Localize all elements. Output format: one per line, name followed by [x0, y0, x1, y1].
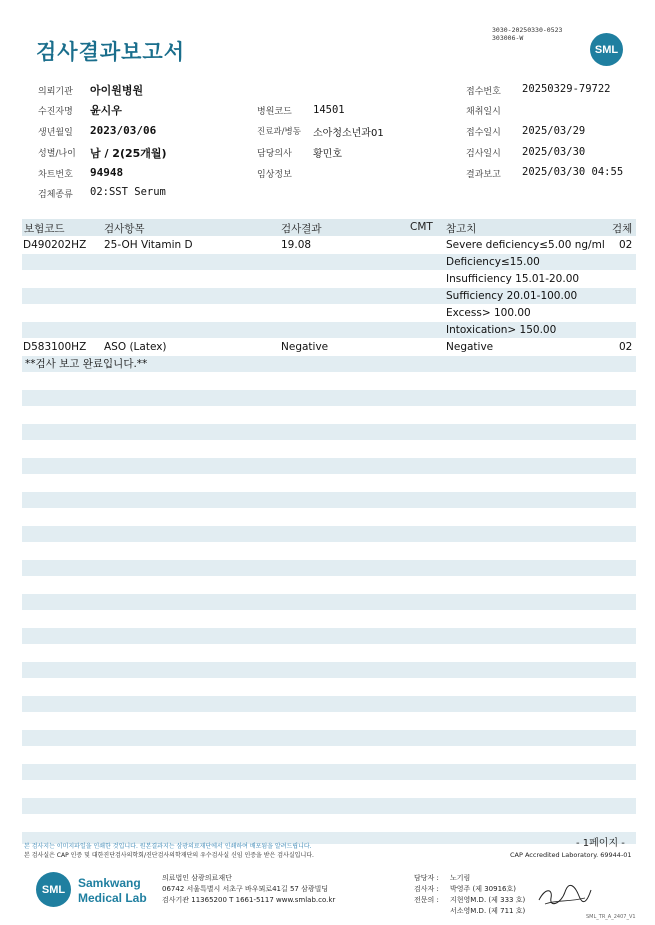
staff-tester-label: 검사자 : [414, 885, 439, 893]
row-reference-line: Deficiency≤15.00 [446, 256, 540, 268]
result-date-label: 결과보고 [466, 170, 501, 180]
stripe [22, 628, 636, 644]
receipt-no-label: 접수번호 [466, 87, 501, 97]
row-result: Negative [281, 341, 329, 353]
staff-specialist1: 지현영M.D. (제 333 호) [450, 896, 526, 904]
brand-line2: Medical Lab [78, 891, 147, 905]
cap-accreditation: CAP Accredited Laboratory. 69944-01 [510, 851, 632, 859]
signature-image [535, 880, 595, 910]
birth-label: 생년월일 [38, 128, 73, 138]
report-title: 검사결과보고서 [36, 40, 186, 64]
hospital-code-label: 병원코드 [257, 107, 292, 117]
stripe [22, 594, 636, 610]
row-item: ASO (Latex) [104, 341, 167, 353]
test-date-label: 검사일시 [466, 149, 501, 159]
completion-note: **검사 보고 완료입니다.** [25, 358, 148, 370]
sex-age-value: 남 / 2(25개월) [90, 147, 167, 160]
page-number: - 1페이지 - [576, 838, 625, 849]
notice-cap: 본 검사실은 CAP 인증 및 대한진단검사의학회/진단검사의학재단의 우수검사실 신임 인증을 받은 검사실입니다. [24, 852, 314, 859]
stripe [22, 458, 636, 474]
form-code: SML_TR_A_2407_V1 [586, 914, 636, 920]
row-specimen: 02 [619, 341, 633, 353]
row-reference-line: Intoxication> 150.00 [446, 324, 557, 336]
doctor-label: 담당의사 [257, 149, 292, 159]
chart-no-value: 94948 [90, 166, 124, 179]
footer-sml-logo: SML [36, 872, 71, 907]
row-item: 25-OH Vitamin D [104, 239, 193, 251]
staff-tester: 박영주 (제 30916호) [450, 885, 516, 893]
org-contact: 검사기관 11365200 T 1661-5117 www.smlab.co.kr [162, 896, 336, 904]
patient-value: 윤시우 [90, 104, 122, 117]
row-code: D490202HZ [23, 239, 87, 251]
stripe [22, 560, 636, 576]
report-code-line1: 3030-20250330-0523 [492, 26, 563, 34]
col-header-reference: 참고치 [446, 223, 477, 235]
dept-label: 진료과/병동 [257, 127, 301, 137]
org-name: 의료법인 삼광의료재단 [162, 874, 232, 882]
stripe [22, 730, 636, 746]
brand-line1: Samkwang [78, 876, 141, 890]
doctor-value: 황민호 [313, 149, 342, 160]
institution-value: 아이원병원 [90, 84, 144, 97]
stripe [22, 492, 636, 508]
notice-image-copy: 본 검사지는 이미지파일을 인쇄한 것입니다. 원본결과지는 삼광의료재단에서 인쇄하여 배포됨을 알려드립니다. [24, 843, 312, 850]
staff-contact-label: 담당자 : [414, 874, 439, 882]
hospital-code-value: 14501 [313, 104, 345, 116]
birth-value: 2023/03/06 [90, 124, 157, 137]
chart-no-label: 차트번호 [38, 170, 73, 180]
staff-specialist2: 서소영M.D. (제 711 호) [450, 907, 526, 915]
specimen-value: 02:SST Serum [90, 186, 166, 198]
stripe [22, 798, 636, 814]
col-header-code: 보험코드 [24, 223, 65, 235]
stripe [22, 662, 636, 678]
row-reference-line: Sufficiency 20.01-100.00 [446, 290, 578, 302]
row-code: D583100HZ [23, 341, 87, 353]
staff-contact: 노기림 [450, 874, 471, 882]
row-specimen: 02 [619, 239, 633, 251]
specimen-label: 검체종류 [38, 190, 73, 200]
col-header-cmt: CMT [410, 221, 433, 233]
clinical-label: 임상정보 [257, 170, 292, 180]
sex-age-label: 성별/나이 [38, 149, 76, 159]
org-address: 06742 서울특별시 서초구 바우뫼로41길 57 삼광빌딩 [162, 885, 329, 893]
result-date-value: 2025/03/30 04:55 [522, 166, 624, 178]
row-reference-line: Negative [446, 341, 494, 353]
staff-specialist-label: 전문의 : [414, 896, 439, 904]
report-code-line2: 303006-W [492, 34, 524, 42]
collect-date-label: 채취일시 [466, 107, 501, 117]
stripe [22, 390, 636, 406]
patient-label: 수진자명 [38, 107, 73, 117]
col-header-specimen: 검체 [612, 223, 633, 235]
row-reference-line: Excess> 100.00 [446, 307, 531, 319]
test-date-value: 2025/03/30 [522, 146, 586, 158]
stripe [22, 696, 636, 712]
receipt-date-value: 2025/03/29 [522, 125, 586, 137]
row-reference-line: Severe deficiency≤5.00 ng/ml [446, 239, 605, 251]
receipt-no-value: 20250329-79722 [522, 83, 611, 95]
stripe [22, 254, 636, 270]
stripe [22, 526, 636, 542]
col-header-result: 검사결과 [281, 223, 322, 235]
col-header-item: 검사항목 [104, 223, 145, 235]
dept-value: 소아청소년과01 [313, 128, 384, 139]
institution-label: 의뢰기관 [38, 87, 73, 97]
stripe [22, 764, 636, 780]
receipt-date-label: 접수일시 [466, 128, 501, 138]
row-reference-line: Insufficiency 15.01-20.00 [446, 273, 580, 285]
sml-logo: SML [590, 33, 623, 66]
row-result: 19.08 [281, 239, 312, 251]
stripe [22, 424, 636, 440]
